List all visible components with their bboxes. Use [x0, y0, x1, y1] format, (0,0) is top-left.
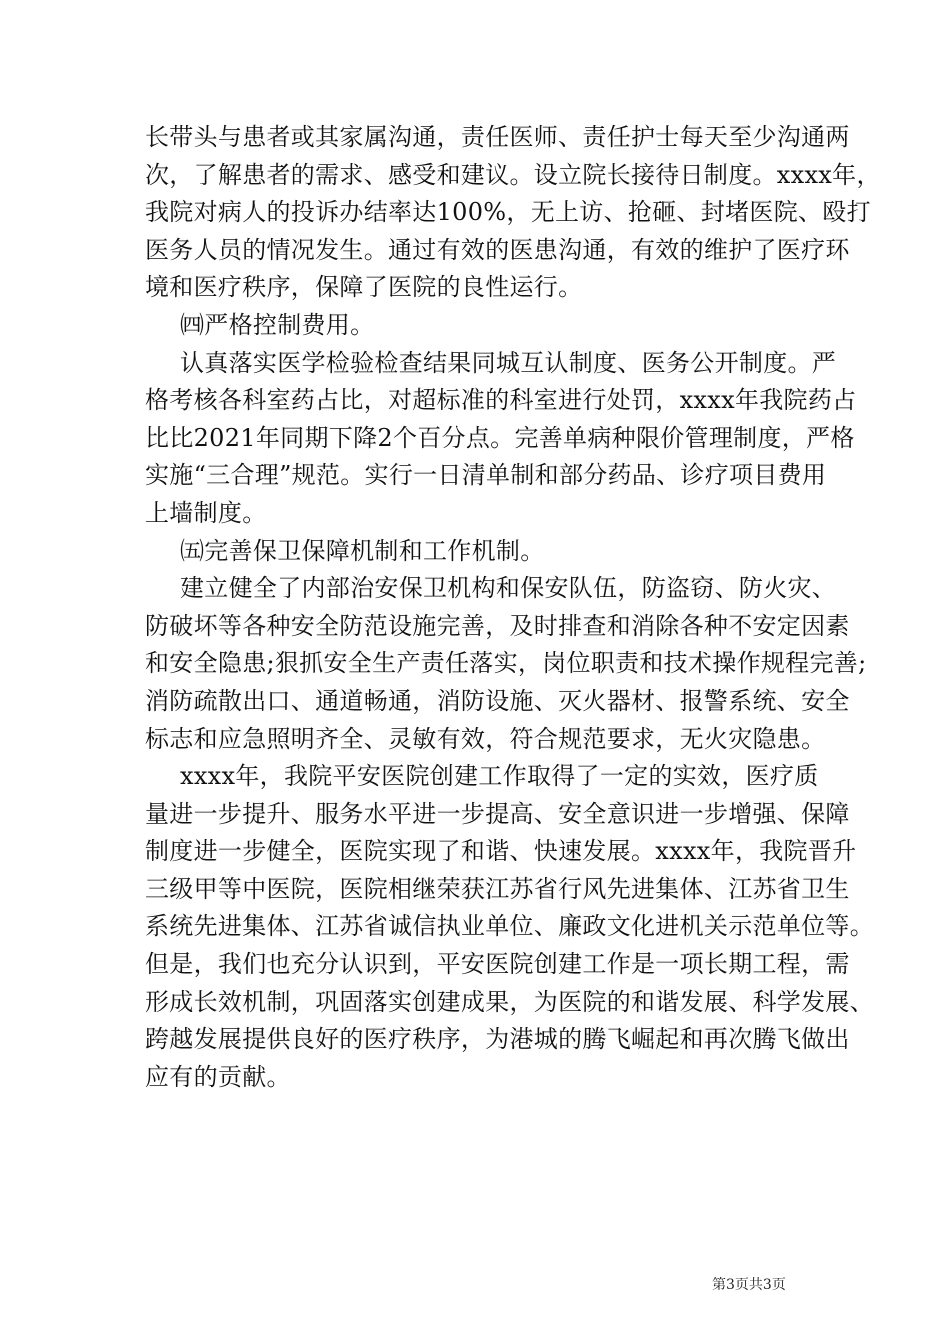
text-line: 三级甲等中医院，医院相继荣获江苏省行风先进集体、江苏省卫生 [145, 874, 850, 903]
text-line: 上墙制度。 [145, 498, 267, 527]
text-line: 和安全隐患;狠抓安全生产责任落实，岗位职责和技术操作规程完善; [145, 649, 867, 678]
section-heading: ㈤完善保卫保障机制和工作机制。 [180, 536, 545, 565]
text-line: 制度进一步健全，医院实现了和谐、快速发展。xxxx年，我院晋升 [145, 837, 857, 866]
text-line: 格考核各科室药占比，对超标准的科室进行处罚，xxxx年我院药占 [145, 386, 857, 415]
text-line: 比比2021年同期下降2个百分点。完善单病种限价管理制度，严格 [145, 423, 855, 452]
text-line: 实施“三合理”规范。实行一日清单制和部分药品、诊疗项目费用 [145, 461, 827, 490]
text-line: 建立健全了内部治安保卫机构和保安队伍，防盗窃、防火灾、 [180, 574, 837, 603]
text-line: 次，了解患者的需求、感受和建议。设立院长接待日制度。xxxx年， [145, 160, 881, 189]
text-line: xxxx年，我院平安医院创建工作取得了一定的实效，医疗质 [180, 762, 819, 791]
text-line: 但是，我们也充分认识到，平安医院创建工作是一项长期工程，需 [145, 950, 850, 979]
document-body [145, 119, 881, 1096]
text-line: 防破坏等各种安全防范设施完善，及时排查和消除各种不安定因素 [145, 611, 850, 640]
page-number: 第3页共3页 [712, 1277, 786, 1293]
text-line: 医务人员的情况发生。通过有效的医患沟通，有效的维护了医疗环 [145, 235, 850, 264]
text-line: 跨越发展提供良好的医疗秩序，为港城的腾飞崛起和再次腾飞做出 [145, 1025, 850, 1054]
text-line: 我院对病人的投诉办结率达100%，无上访、抢砸、封堵医院、殴打 [145, 198, 871, 227]
text-line: 消防疏散出口、通道畅通，消防设施、灭火器材、报警系统、安全 [145, 686, 850, 715]
text-line: 长带头与患者或其家属沟通，责任医师、责任护士每天至少沟通两 [145, 123, 850, 151]
text-line: 应有的贡献。 [145, 1062, 291, 1091]
text-line: 标志和应急照明齐全、灵敏有效，符合规范要求，无火灾隐患。 [145, 724, 826, 753]
text-line: 认真落实医学检验检查结果同城互认制度、医务公开制度。严 [180, 348, 837, 377]
text-line: 系统先进集体、江苏省诚信执业单位、廉政文化进机关示范单位等。 [145, 912, 874, 941]
text-line: 量进一步提升、服务水平进一步提高、安全意识进一步增强、保障 [145, 799, 850, 828]
text-line: 形成长效机制，巩固落实创建成果，为医院的和谐发展、科学发展、 [145, 987, 874, 1016]
section-heading: ㈣严格控制费用。 [180, 310, 375, 339]
text-line: 境和医疗秩序，保障了医院的良性运行。 [145, 273, 583, 302]
